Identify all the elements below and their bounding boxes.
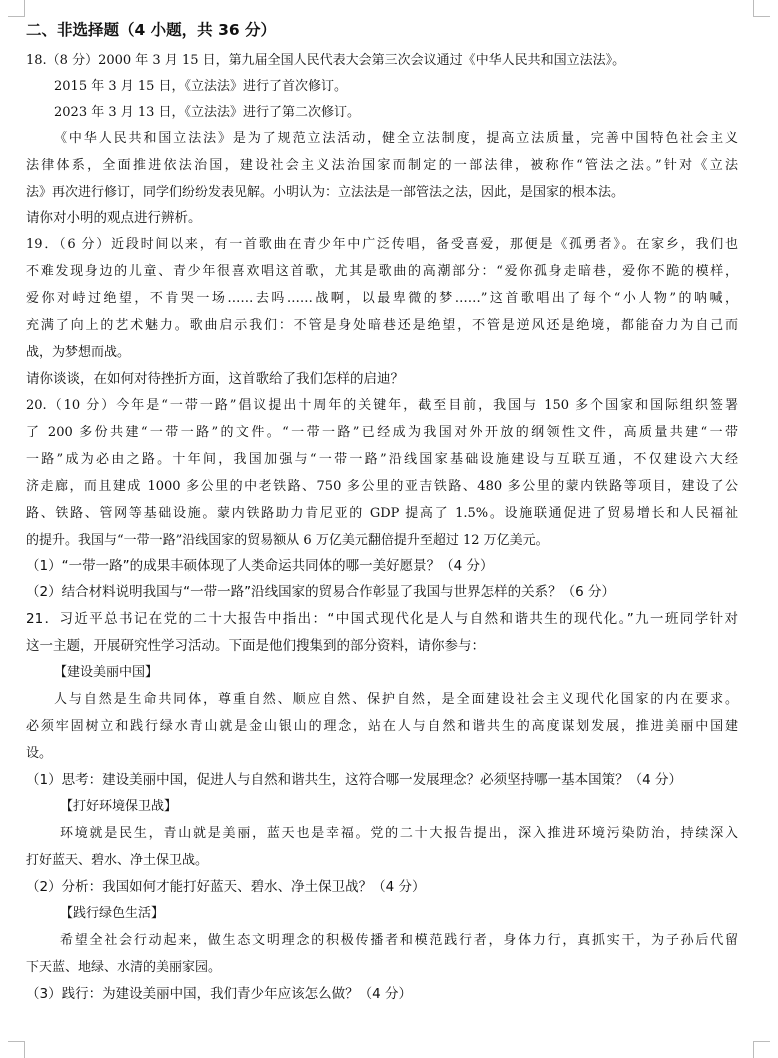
q20-line-1: 20.（10 分）今年是“一带一路”倡议提出十周年的关键年，截至目前，我国与 150 多个国家和国际组织签署 — [26, 398, 738, 413]
q21-line-2: 这一主题，开展研究性学习活动。下面是他们搜集到的部分资料，请你参与： — [26, 638, 485, 654]
q21-subquestion-2: （2）分析：我国如何才能打好蓝天、碧水、净土保卫战？（4 分） — [26, 879, 426, 895]
corner-mark-bottom-left — [8, 1041, 25, 1058]
q18-line-1: 18.（8 分）2000 年 3 月 15 日，第九届全国人民代表大会第三次会议通过《中华人民共和国立法法》。 — [26, 53, 626, 68]
corner-mark-bottom-right — [753, 1041, 770, 1058]
q18-line-5: 法律体系，全面推进依法治国，建设社会主义法治国家而制定的一部法律，被称作“管法之法。”针对《立法 — [26, 158, 738, 173]
q20-line-5: 路、铁路、管网等基础设施。蒙内铁路助力肯尼亚的 GDP 提高了 1.5%。设施联通促进了贸易增长和人民福祉 — [26, 506, 738, 521]
q19-line-3: 爱你对峙过绝望，不肯哭一场……去吗……战啊，以最卑微的梦……”这首歌唱出了每个“小人物”的呐喊， — [26, 291, 738, 306]
q21-para-3-line-2: 下天蓝、地绿、水清的美丽家园。 — [26, 960, 222, 975]
q18-line-2: 2015 年 3 月 15 日，《立法法》进行了首次修订。 — [54, 79, 348, 94]
q20-subquestion-1: （1）“一带一路”的成果丰硕体现了人类命运共同体的哪一美好愿景？（4 分） — [26, 558, 494, 574]
q18-line-3: 2023 年 3 月 13 日，《立法法》进行了第二次修订。 — [54, 105, 361, 120]
q19-line-1: 19．（6 分）近段时间以来，有一首歌曲在青少年中广泛传唱，备受喜爱，那便是《孤勇者》。在家乡，我们也 — [26, 237, 738, 252]
corner-mark-top-left — [8, 0, 25, 17]
q18-line-4: 《中华人民共和国立法法》是为了规范立法活动，健全立法制度，提高立法质量，完善中国特色社会主义 — [54, 131, 738, 146]
q21-heading-2: 【打好环境保卫战】 — [60, 799, 178, 814]
q21-subquestion-1: （1）思考：建设美丽中国，促进人与自然和谐共生，这符合哪一发展理念？必须坚持哪一基本国策？（4 分） — [26, 772, 682, 788]
q21-para-3-line-1: 希望全社会行动起来，做生态文明理念的积极传播者和模范践行者，身体力行，真抓实干，为子孙后代留 — [60, 933, 738, 948]
q20-line-4: 济走廊，而且建成 1000 多公里的中老铁路、750 多公里的亚吉铁路、480 多公里的蒙内铁路等项目，建设了公 — [26, 479, 738, 494]
q21-para-2-line-1: 环境就是民生，青山就是美丽，蓝天也是幸福。党的二十大报告提出，深入推进环境污染防治，持续深入 — [60, 826, 738, 841]
q19-line-5: 战，为梦想而战。 — [26, 345, 131, 360]
q21-para-1-line-1: 人与自然是生命共同体，尊重自然、顺应自然、保护自然，是全面建设社会主义现代化国家的内在要求。 — [54, 692, 738, 707]
q19-question: 请你谈谈，在如何对待挫折方面，这首歌给了我们怎样的启迪？ — [26, 371, 404, 387]
q21-subquestion-3: （3）践行：为建设美丽中国，我们青少年应该怎么做？（4 分） — [26, 986, 412, 1002]
q21-para-1-line-2: 必须牢固树立和践行绿水青山就是金山银山的理念，站在人与自然和谐共生的高度谋划发展，推进美丽中国建 — [26, 719, 738, 734]
q21-para-1-line-3: 设。 — [26, 746, 53, 761]
section-title: 二、非选择题（4 小题，共 36 分） — [26, 21, 277, 39]
corner-mark-top-right — [753, 0, 770, 17]
q18-question: 请你对小明的观点进行辨析。 — [26, 210, 202, 226]
q21-heading-3: 【践行绿色生活】 — [60, 906, 165, 921]
q21-para-2-line-2: 打好蓝天、碧水、净土保卫战。 — [26, 853, 209, 868]
q21-line-1: 21．习近平总书记在党的二十大报告中指出：“中国式现代化是人与自然和谐共生的现代化。”九一班同学针对 — [26, 611, 738, 627]
q21-heading-1: 【建设美丽中国】 — [54, 665, 159, 680]
q20-line-6: 的提升。我国与“一带一路”沿线国家的贸易额从 6 万亿美元翻倍提升至超过 12 万亿美元。 — [26, 533, 549, 548]
q19-line-4: 充满了向上的艺术魅力。歌曲启示我们：不管是身处暗巷还是绝望，不管是逆风还是绝境，都能奋力为自己而 — [26, 318, 738, 333]
q20-line-3: 一路”成为必由之路。十年间，我国加强与“一带一路”沿线国家基础设施建设与互联互通，不仅建设六大经 — [26, 452, 738, 467]
q20-line-2: 了 200 多份共建“一带一路”的文件。“一带一路”已经成为我国对外开放的纲领性文件，高质量共建“一带 — [26, 425, 738, 440]
q19-line-2: 不难发现身边的儿童、青少年很喜欢唱这首歌，尤其是歌曲的高潮部分：“爱你孤身走暗巷，爱你不跪的模样， — [26, 264, 738, 279]
q18-line-6: 法》再次进行修订，同学们纷纷发表见解。小明认为：立法法是一部管法之法，因此，是国家的根本法。 — [26, 185, 625, 200]
q20-subquestion-2: （2）结合材料说明我国与“一带一路”沿线国家的贸易合作彰显了我国与世界怎样的关系？（6 分） — [26, 584, 615, 600]
